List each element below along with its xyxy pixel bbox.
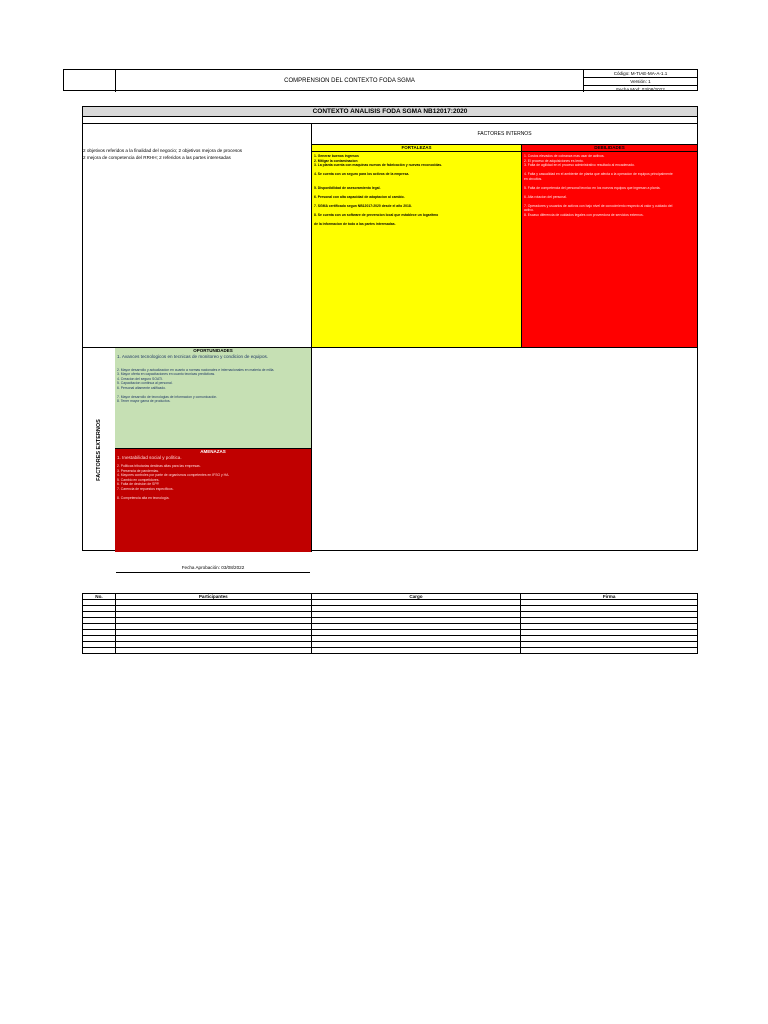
objectives-line: 2 objetivos referidos a la finalidad del negocio; 2 objetivos mejora de procesos [83,148,243,153]
fortalezas-box [312,145,522,347]
oportunidades-title: OPORTUNIDADES [193,348,233,353]
list-item: 8. Competencia alta en tecnología. [117,495,170,500]
list-item: 5. Cambio en competidores. [117,477,160,482]
list-item: 1. Generar buenos ingresos [314,154,359,158]
document-title: COMPRENSION DEL CONTEXTO FODA SGMA [116,70,584,92]
oportunidades-list [115,360,311,404]
participants-body [83,600,698,654]
participants-table [82,593,698,654]
objectives-text [83,147,309,161]
document-date: Fecha Mod: 03/08/2022 [616,87,665,92]
list-item: activo. [524,208,534,212]
list-item: 4. Se cuenta con un seguro para los activos de la empresa. [314,172,410,176]
list-item: 6. Falta de decision de SPP. [117,482,160,486]
table-cell[interactable] [115,648,311,654]
list-item: 3. Mayor oferta en capacitaciones en cuanto tecnicas predictivas. [117,372,216,376]
foda-title: CONTEXTO ANALISIS FODA SGMA NB12017:2020 [83,107,697,117]
list-item: en circuitos. [524,176,543,181]
table-cell[interactable] [311,648,521,654]
objectives-line: 2 mejora de competencia del RRHH; 2 referidos a las partes interesadas [83,155,231,160]
list-item: 8. Escaso diferencia de cuidados legales con proveedora de servicios externos. [524,212,644,217]
factores-externos-text: FACTORES EXTERNOS [96,419,103,481]
list-item: 7. Carencia de repuestos especificos. [117,486,174,491]
list-item: 8. Se cuenta con un software de prevencion local que establece un logaritmo [314,212,439,217]
list-item: 4. Falta y casualidad en el ambiente de planta que afecta a la operacion de equipos principalmente [524,172,673,176]
list-item: 5. Disponibilidad de asesoramiento legal. [314,185,381,190]
list-item: 5. Falta de competencia del personal tecnico en los nuevos equipos que ingresan a planta. [524,185,661,190]
debilidades-list [522,152,697,217]
table-row [83,648,698,654]
list-item: 6. Personal con alta capacidad de adaptacion al cambio. [314,194,405,199]
foda-frame [82,106,698,551]
factores-internos-header: FACTORES INTERNOS [312,124,697,145]
list-item: 3. Presencia de pandemias. [117,468,160,473]
list-item: 6. Personal altamente calificado. [117,385,167,390]
list-item: 4. Creacion del seguro SOATI. [117,376,163,381]
list-item: de la informacion de todo a las partes interesadas. [314,221,396,226]
amenazas-title: AMENAZAS [200,449,226,454]
factores-externos-label [85,348,113,552]
column-header-firma: Firma [521,594,698,600]
list-item: 5. Capacitacion continua al personal. [117,381,173,385]
list-item: 2. Mitigar la contaminacion [314,158,358,163]
column-header-no: No. [83,594,116,600]
list-item: 8. Tener mayor gama de productos. [117,399,171,403]
document-code: Código: M-TIAE-MA-A-1.1 [584,70,697,78]
document-header [63,69,698,91]
column-header-cargo: Cargo [311,594,521,600]
debilidades-title: DEBILIDADES [522,145,697,152]
list-item: 3. La planta cuenta con maquinas nuevas de fabricación y nuevas reconocidas. [314,163,443,167]
oportunidades-box [115,348,311,449]
list-item: 7. Mayor desarrollo de tecnologias de informacion y comunicación. [117,394,218,399]
list-item: 6. Alta rotacion del personal. [524,194,567,199]
list-item: 2. Politicas tributarias destinas altas para las empresas. [117,464,201,468]
list-item: 2. Mayor desarrollo y actualizacion en cuanto a normas nacionales e internacionales en materia de milla. [117,367,275,372]
title-strip [83,117,697,124]
fortalezas-title: FORTALEZAS [312,145,521,152]
fortalezas-list [312,152,521,226]
table-cell[interactable] [521,648,698,654]
list-item: 2. El proceso de adquisiciones es lento. [524,158,584,163]
amenazas-list [115,461,311,500]
list-item: 7. Operadores y usuarios de activos con bajo nivel de conocimiento respecto al valor y cuidado del [524,203,673,208]
table-cell[interactable] [83,648,116,654]
amenazas-box [115,449,311,552]
debilidades-box [522,145,697,347]
document-version: Versión: 1 [584,78,697,86]
amenazas-lead: 1. Inestabilidad social y política. [117,455,182,460]
document-meta [584,70,697,92]
column-header-participantes: Participantes [115,594,311,600]
list-item: 1. Costos elevados de cobranza mas usar de activos. [524,154,605,158]
logo-cell [64,70,116,92]
list-item: 4. Mayores controles por parte de organismos competentes en IFSO y HA. [117,473,230,477]
oportunidades-lead: 1. Avances tecnologicos en tecnicas de monitoreo y condicion de equipos. [117,354,269,359]
approval-date: Fecha Aprobación: 03/08/2022 [116,563,310,573]
list-item: 3. Falta de agilidad en el proceso administrativo resultado al encadenado. [524,163,635,167]
list-item: 7. SGMA certificado segun NB12017:2020 desde el año 2018. [314,203,412,208]
